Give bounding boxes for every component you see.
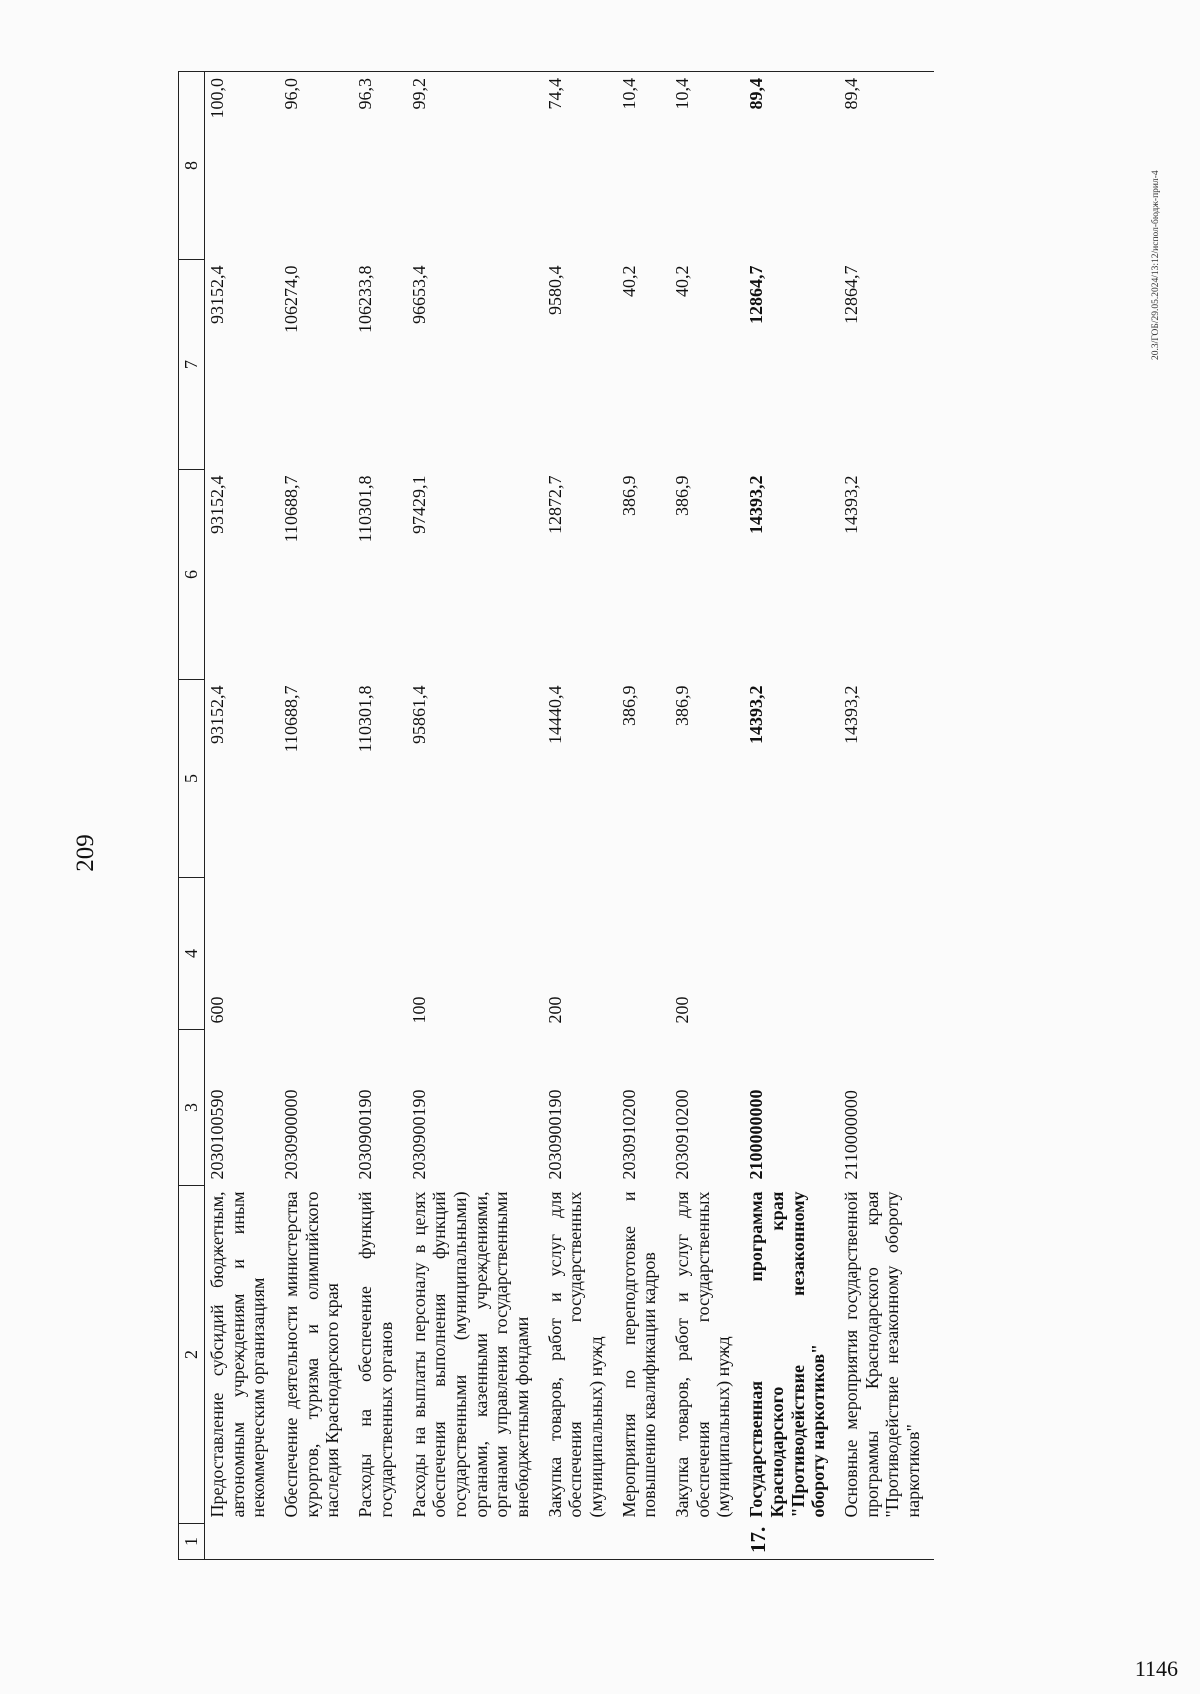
table-row	[353, 72, 406, 1560]
row-value-7: 40,2	[672, 265, 693, 297]
row-description: Государственная программа Краснодарского края "Противодействие незаконному обороту наркотиков"	[746, 1191, 829, 1518]
row-value-6: 110301,8	[355, 475, 376, 543]
row-description: Закупка товаров, работ и услуг для обеспечения государственных (муниципальных) нужд	[672, 1191, 734, 1518]
row-value-5: 386,9	[672, 685, 693, 726]
header-col-5: 5	[179, 680, 205, 878]
footer-stamp: 20.3/ГОБ/29.05.2024/13:12/испол-бюдж-прил-4	[1151, 170, 1161, 360]
row-value-5: 14393,2	[840, 685, 861, 744]
row-code: 2030900190	[544, 1089, 565, 1180]
row-value-7: 93152,4	[207, 265, 227, 324]
row-number	[205, 1524, 280, 1560]
row-description: Закупка товаров, работ и услуг для обеспечения государственных (муниципальных) нужд	[544, 1191, 606, 1518]
row-description: Расходы на обеспечение функций государственных органов	[355, 1191, 396, 1518]
row-value-7: 9580,4	[544, 265, 565, 315]
row-number	[670, 1524, 744, 1560]
row-type: 600	[207, 996, 227, 1024]
row-value-6: 14393,2	[840, 475, 861, 534]
row-type: 200	[672, 996, 693, 1024]
row-percent: 96,3	[353, 72, 406, 260]
row-description: Мероприятия по переподготовке и повышению квалификации кадров	[618, 1191, 660, 1518]
row-number	[617, 1524, 670, 1560]
row-code: 2110000000	[840, 1090, 861, 1180]
header-row	[179, 72, 205, 1560]
row-number	[279, 1524, 353, 1560]
row-description: Основные мероприятия государственной программы Краснодарского края "Противодействие незаконному обороту наркотиков"	[840, 1191, 923, 1518]
page-number: 209	[72, 834, 99, 872]
row-value-5: 14393,2	[746, 685, 767, 744]
row-value-6: 386,9	[618, 475, 639, 516]
header-col-6: 6	[179, 470, 205, 680]
row-code: 2030910200	[672, 1089, 693, 1180]
row-value-6: 97429,1	[408, 475, 429, 534]
row-value-6: 14393,2	[746, 475, 767, 534]
table-row	[744, 72, 839, 1560]
table-row	[543, 72, 617, 1560]
header-col-4: 4	[179, 878, 205, 1030]
row-value-6: 110688,7	[281, 475, 302, 543]
row-number	[353, 1524, 406, 1560]
row-percent: 74,4	[543, 72, 617, 260]
row-description: Предоставление субсидий бюджетным, автономным учреждениям и иным некоммерческим организациям	[207, 1191, 269, 1518]
row-value-7: 40,2	[618, 265, 639, 297]
header-col-2: 2	[179, 1186, 205, 1524]
row-percent: 96,0	[279, 72, 353, 260]
row-type: 100	[408, 996, 429, 1024]
row-code: 2100000000	[746, 1089, 767, 1180]
row-percent: 10,4	[670, 72, 744, 260]
row-code: 2030910200	[618, 1089, 639, 1180]
row-percent: 89,4	[839, 72, 934, 260]
row-number	[407, 1524, 543, 1560]
row-type	[839, 878, 934, 1030]
row-value-5: 93152,4	[207, 685, 227, 744]
row-code: 2030900190	[408, 1089, 429, 1180]
row-code: 2030900000	[281, 1089, 302, 1180]
row-type	[353, 878, 406, 1030]
row-type	[744, 878, 839, 1030]
row-value-7: 12864,7	[746, 265, 767, 324]
row-description: Обеспечение деятельности министерства курортов, туризма и олимпийского наследия Краснодарского края	[281, 1191, 343, 1518]
budget-table	[178, 71, 934, 1560]
table-row	[205, 72, 280, 1560]
table-row	[407, 72, 543, 1560]
row-value-5: 110301,8	[355, 685, 376, 753]
table-row	[279, 72, 353, 1560]
row-percent: 10,4	[617, 72, 670, 260]
row-value-7: 106233,8	[355, 265, 376, 333]
row-type	[279, 878, 353, 1030]
row-number: 17.	[744, 1524, 839, 1560]
header-col-8: 8	[179, 72, 205, 260]
row-value-7: 106274,0	[281, 265, 302, 333]
row-percent: 100,0	[205, 72, 280, 260]
table-row	[617, 72, 670, 1560]
row-value-6: 12872,7	[544, 475, 565, 534]
header-col-1: 1	[179, 1524, 205, 1560]
row-description: Расходы на выплаты персоналу в целях обеспечения выполнения функций государственными (муниципальными) органами, казенными учреждениями, органами управления государственными внебюджетными фондами	[408, 1191, 532, 1518]
row-value-6: 386,9	[672, 475, 693, 516]
row-value-5: 95861,4	[408, 685, 429, 744]
row-percent: 89,4	[744, 72, 839, 260]
row-value-7: 96653,4	[408, 265, 429, 324]
table-row	[670, 72, 744, 1560]
budget-table-container	[178, 72, 934, 1560]
row-value-6: 93152,4	[207, 475, 227, 534]
table-row	[839, 72, 934, 1560]
row-percent: 99,2	[407, 72, 543, 260]
row-code: 2030100590	[207, 1089, 227, 1180]
row-code: 2030900190	[355, 1089, 376, 1180]
row-value-5: 386,9	[618, 685, 639, 726]
header-col-7: 7	[179, 260, 205, 470]
row-value-5: 14440,4	[544, 685, 565, 744]
row-number	[543, 1524, 617, 1560]
header-col-3: 3	[179, 1030, 205, 1186]
row-type: 200	[544, 996, 565, 1024]
row-type	[617, 878, 670, 1030]
sheet-number: 1146	[1134, 1656, 1178, 1681]
row-number	[839, 1524, 934, 1560]
row-value-7: 12864,7	[840, 265, 861, 324]
row-value-5: 110688,7	[281, 685, 302, 753]
